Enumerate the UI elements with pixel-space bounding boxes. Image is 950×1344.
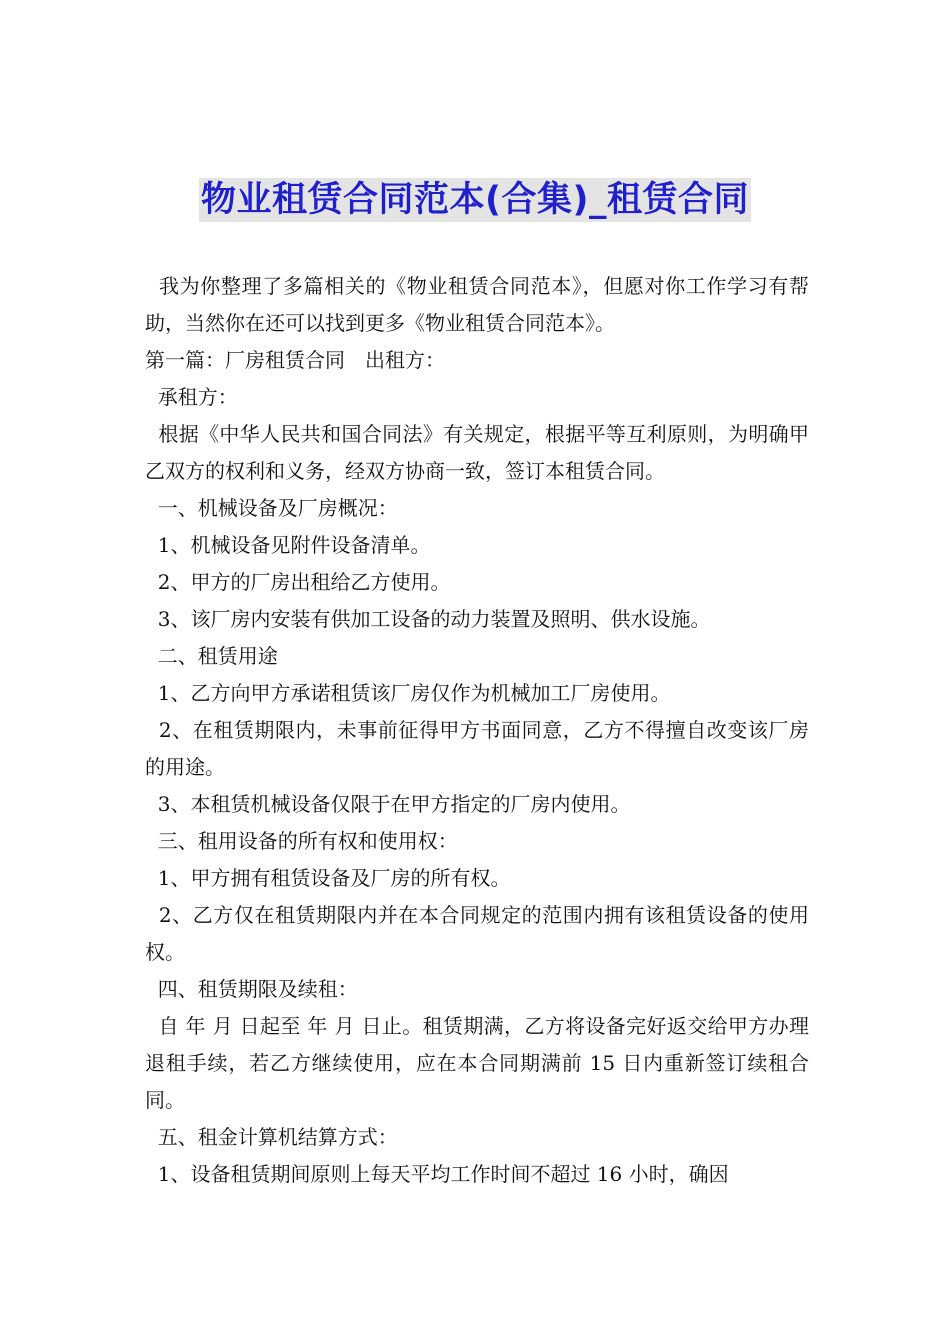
clause-heading-2: 二、租赁用途 <box>145 644 278 668</box>
clause-heading-5: 五、租金计算机结算方式： <box>145 1125 398 1149</box>
paragraph-preamble: 根据《中华人民共和国合同法》有关规定，根据平等互利原则，为明确甲乙双方的权利和义务，经双方协商一致，签订本租赁合同。 <box>145 422 810 483</box>
document-body <box>145 268 809 1193</box>
clause-item: 1、机械设备见附件设备清单。 <box>145 533 431 557</box>
paragraph-section-heading: 第一篇：厂房租赁合同 出租方： <box>145 348 445 372</box>
clause-heading-3: 三、租用设备的所有权和使用权： <box>145 829 458 853</box>
clause-item: 2、在租赁期限内，未事前征得甲方书面同意，乙方不得擅自改变该厂房的用途。 <box>145 718 809 779</box>
clause-item: 1、乙方向甲方承诺租赁该厂房仅作为机械加工厂房使用。 <box>145 681 671 705</box>
paragraph-intro: 我为你整理了多篇相关的《物业租赁合同范本》，但愿对你工作学习有帮助，当然你在还可以找到更多《物业租赁合同范本》。 <box>145 274 810 335</box>
clause-heading-1: 一、机械设备及厂房概况： <box>145 496 398 520</box>
title-container <box>0 178 950 222</box>
clause-item: 3、本租赁机械设备仅限于在甲方指定的厂房内使用。 <box>145 792 631 816</box>
clause-heading-4: 四、租赁期限及续租： <box>145 977 358 1001</box>
clause-item: 1、甲方拥有租赁设备及厂房的所有权。 <box>145 866 511 890</box>
clause-item: 自 年 月 日起至 年 月 日止。租赁期满，乙方将设备完好返交给甲方办理退租手续，若乙方继续使用，应在本合同期满前 15 日内重新签订续租合同。 <box>145 1014 809 1112</box>
clause-item: 3、该厂房内安装有供加工设备的动力装置及照明、供水设施。 <box>145 607 711 631</box>
clause-item: 2、甲方的厂房出租给乙方使用。 <box>145 570 451 594</box>
clause-item: 2、乙方仅在租赁期限内并在本合同规定的范围内拥有该租赁设备的使用权。 <box>145 903 809 964</box>
paragraph-lessee: 承租方： <box>145 385 238 409</box>
document-title: 物业租赁合同范本(合集)_租赁合同 <box>201 180 749 220</box>
clause-item: 1、设备租赁期间原则上每天平均工作时间不超过 16 小时，确因 <box>145 1162 729 1186</box>
